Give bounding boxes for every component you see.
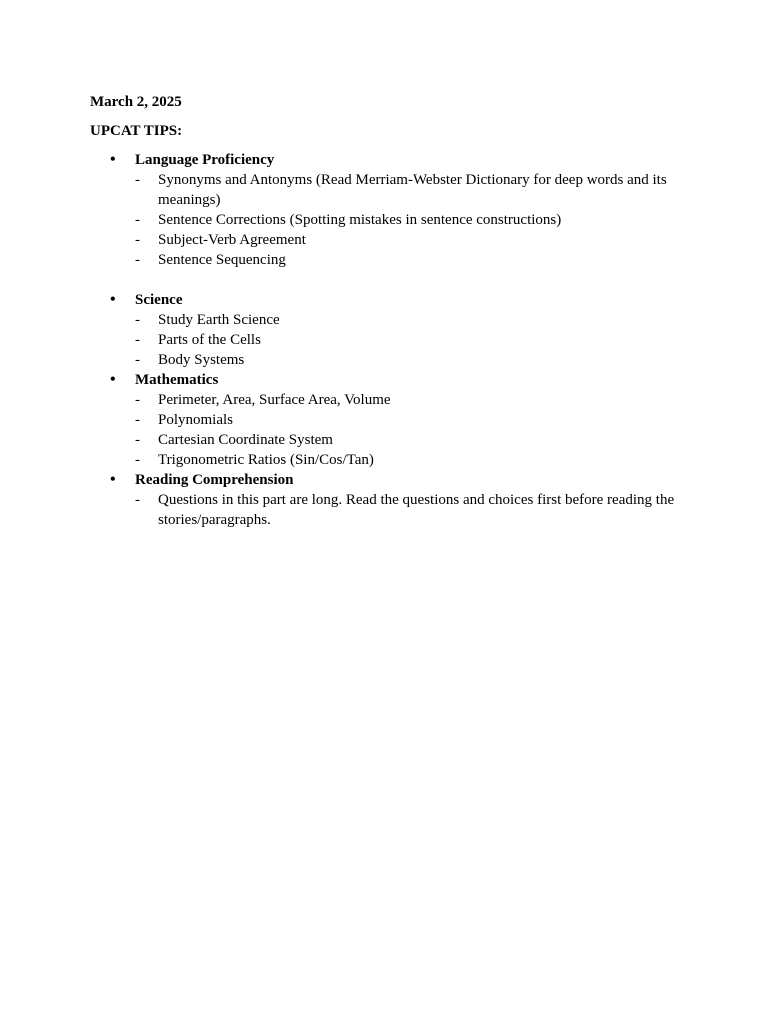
section-language-proficiency (90, 150, 690, 270)
dash-icon: - (135, 332, 140, 348)
list-item (90, 330, 690, 350)
list-item (90, 490, 690, 530)
dash-icon: - (135, 172, 140, 188)
dash-icon: - (135, 232, 140, 248)
dash-icon: - (135, 212, 140, 228)
list-item-text: Perimeter, Area, Surface Area, Volume (158, 392, 391, 408)
bullet-icon: • (110, 471, 116, 488)
section-item-list (90, 310, 690, 370)
list-item-text: Parts of the Cells (158, 332, 261, 348)
dash-icon: - (135, 412, 140, 428)
list-item (90, 390, 690, 410)
list-item (90, 170, 690, 210)
section-heading (90, 150, 690, 170)
section-item-list (90, 390, 690, 470)
list-item (90, 350, 690, 370)
section-reading-comprehension (90, 470, 690, 530)
list-item-text: Study Earth Science (158, 312, 280, 328)
list-item-text: Cartesian Coordinate System (158, 432, 333, 448)
list-item-text: Questions in this part are long. Read the questions and choices first before reading the stories/paragraphs. (158, 492, 675, 528)
bullet-icon: • (110, 371, 116, 388)
list-item-text: Synonyms and Antonyms (Read Merriam-Webster Dictionary for deep words and its meanings) (158, 172, 667, 208)
list-item-text: Sentence Sequencing (158, 252, 286, 268)
list-item (90, 250, 690, 270)
bullet-icon: • (110, 291, 116, 308)
list-item-text: Polynomials (158, 412, 234, 428)
section-heading (90, 290, 690, 310)
dash-icon: - (135, 492, 140, 508)
dash-icon: - (135, 252, 140, 268)
document-title: UPCAT TIPS: (90, 123, 183, 139)
list-item-text: Subject-Verb Agreement (158, 232, 306, 248)
section-mathematics (90, 370, 690, 470)
list-item (90, 430, 690, 450)
dash-icon: - (135, 432, 140, 448)
section-heading (90, 470, 690, 490)
dash-icon: - (135, 452, 140, 468)
bullet-icon: • (110, 151, 116, 168)
dash-icon: - (135, 312, 140, 328)
list-item (90, 410, 690, 430)
list-item (90, 450, 690, 470)
section-heading-label: Mathematics (135, 372, 219, 388)
list-item-text: Sentence Corrections (Spotting mistakes in sentence constructions) (158, 212, 562, 228)
dash-icon: - (135, 392, 140, 408)
section-item-list (90, 170, 690, 270)
section-science (90, 290, 690, 370)
dash-icon: - (135, 352, 140, 368)
section-heading (90, 370, 690, 390)
list-item (90, 210, 690, 230)
document-body (90, 92, 690, 530)
list-item (90, 310, 690, 330)
list-item (90, 230, 690, 250)
section-item-list (90, 490, 690, 530)
section-heading-label: Reading Comprehension (135, 472, 294, 488)
section-heading-label: Language Proficiency (135, 152, 275, 168)
document-date: March 2, 2025 (90, 94, 182, 110)
list-item-text: Body Systems (158, 352, 245, 368)
section-heading-label: Science (135, 292, 183, 308)
list-item-text: Trigonometric Ratios (Sin/Cos/Tan) (158, 452, 374, 468)
